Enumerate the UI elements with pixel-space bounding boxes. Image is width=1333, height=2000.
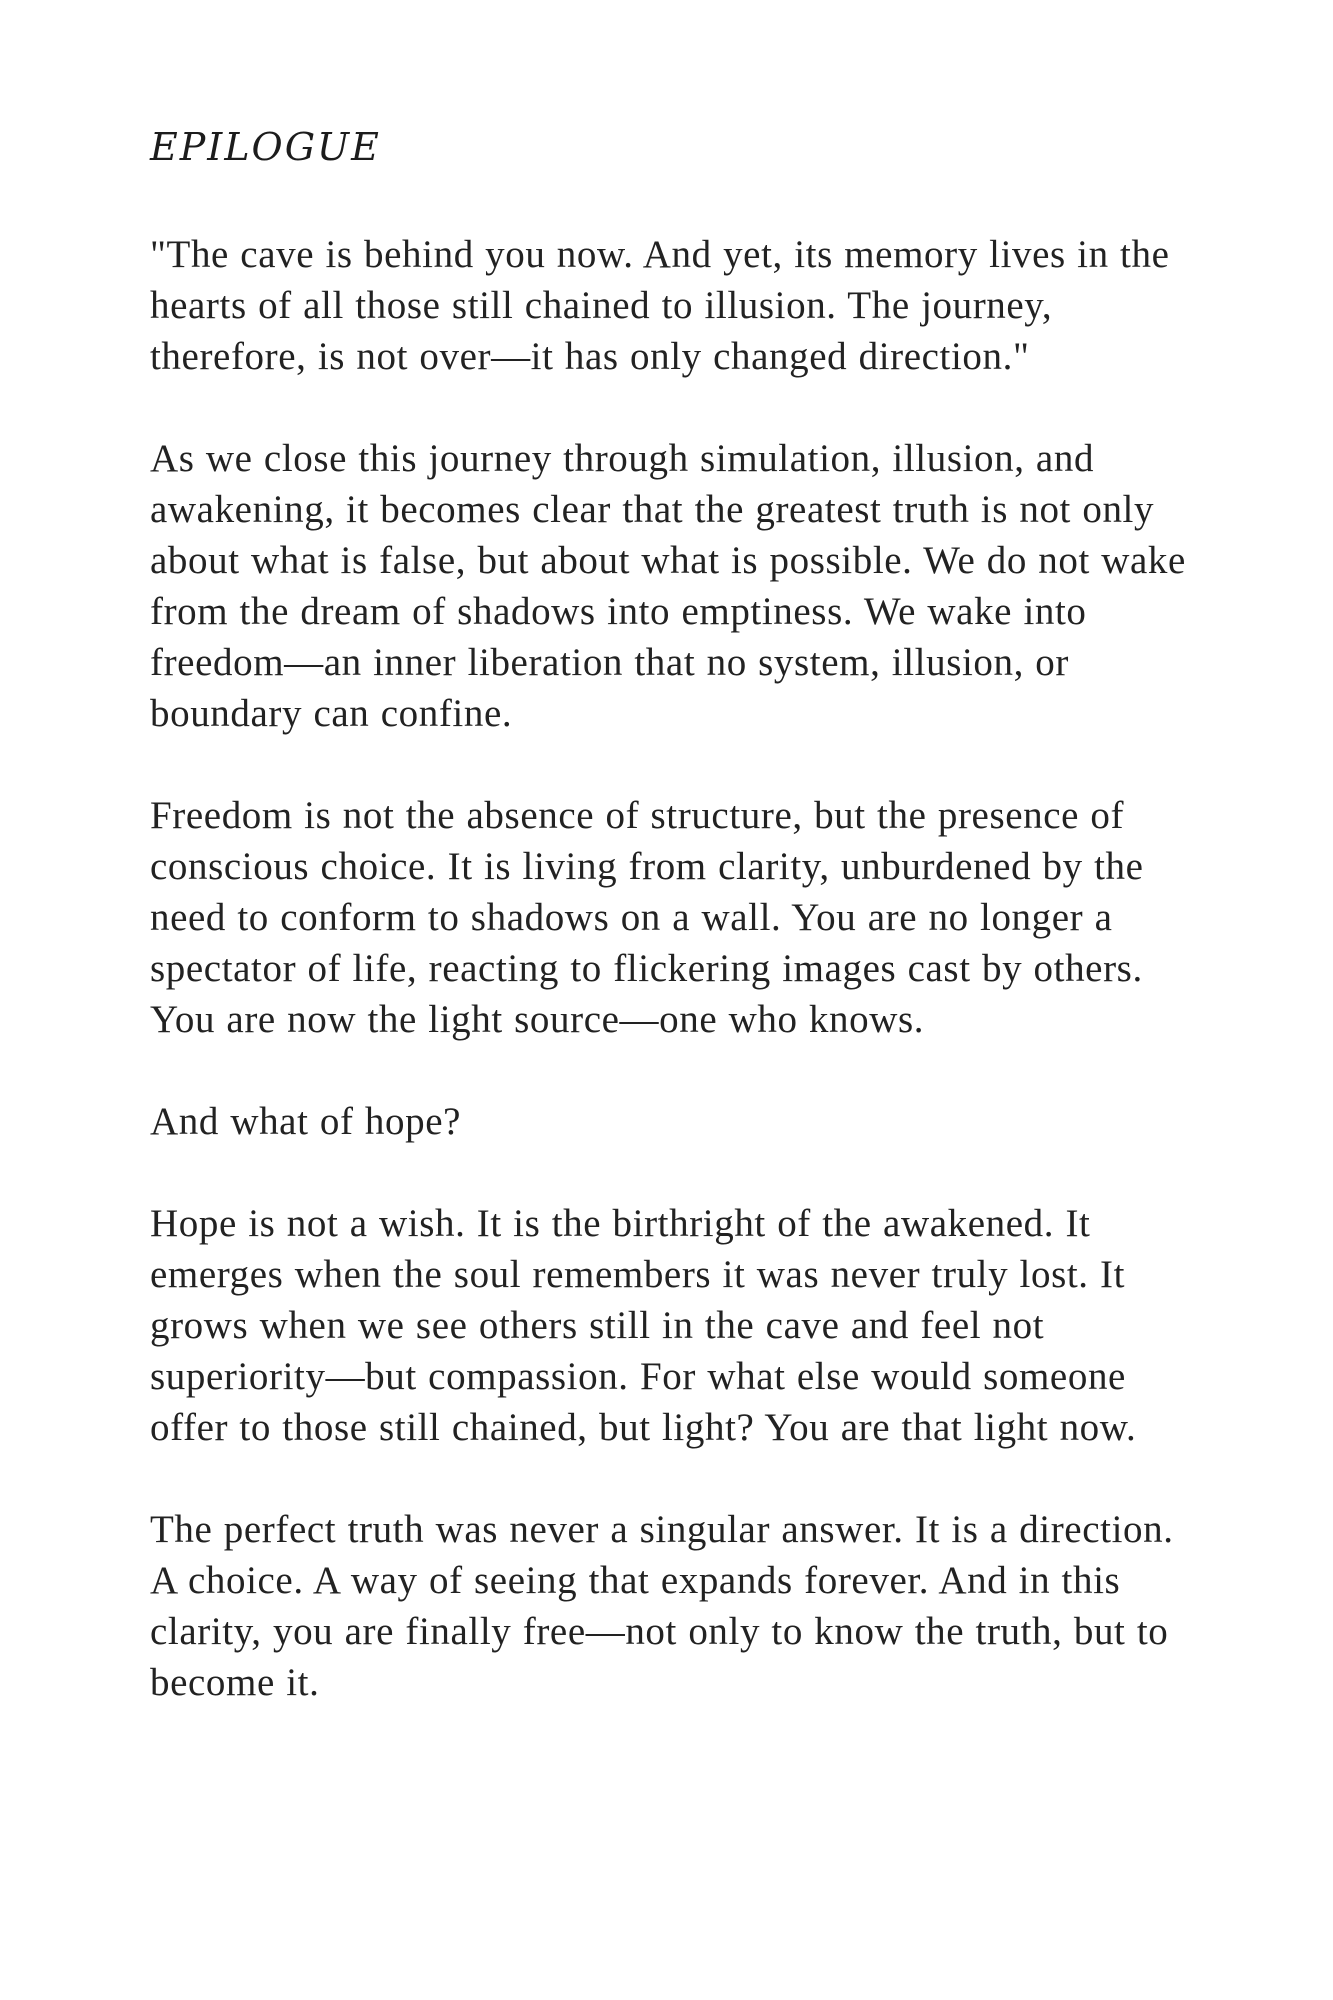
book-page (150, 125, 1200, 1708)
paragraph-hope: Hope is not a wish. It is the birthright of the awakened. It emerges when the soul remembers it was never truly lost. It grows when we see others still in the cave and feel not superiority—but compassion. For what else would someone offer to those still chained, but light? You are that light now. (150, 1201, 1137, 1449)
paragraph-hope-question: And what of hope? (150, 1099, 462, 1143)
chapter-title: EPILOGUE (150, 125, 381, 169)
paragraph-freedom: Freedom is not the absence of structure, but the presence of conscious choice. It is living from clarity, unburdened by the need to conform to shadows on a wall. You are no longer a spectator of life, reacting to flickering images cast by others. You are now the light source—one who knows. (150, 793, 1144, 1041)
paragraph-perfect-truth: The perfect truth was never a singular answer. It is a direction. A choice. A way of seeing that expands forever. And in this clarity, you are finally free—not only to know the truth, but to become it. (150, 1507, 1174, 1704)
paragraph-opening-quote: "The cave is behind you now. And yet, its memory lives in the hearts of all those still chained to illusion. The journey, therefore, is not over—it has only changed direction." (150, 232, 1170, 378)
paragraph-awakening: As we close this journey through simulation, illusion, and awakening, it becomes clear that the greatest truth is not only about what is false, but about what is possible. We do not wake from the dream of shadows into emptiness. We wake into freedom—an inner liberation that no system, illusion, or boundary can confine. (150, 436, 1186, 735)
